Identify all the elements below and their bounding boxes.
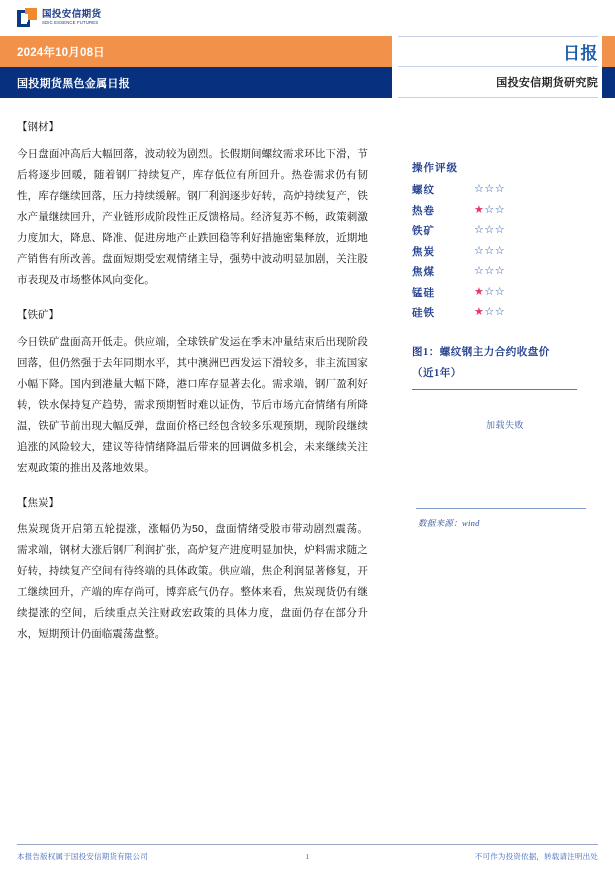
institute-label: 国投安信期货研究院: [496, 77, 598, 89]
footer-disclaimer: 不可作为投资依据，转载请注明出处: [474, 852, 598, 861]
star-empty-icon: ☆: [484, 224, 495, 236]
star-empty-icon: ☆: [494, 203, 506, 216]
section-paragraph: 今日盘面冲高后大幅回落，波动较为剧烈。长假期间螺纹需求环比下滑，节后将逐步回暖，随着钢厂持续复产，库存低位有所回升。热卷需求仍有韧性，库存继续回落，压力持续缓解。钢厂利润逐步好转，高炉持续复产，铁水产量继续回升，产业链形成阶段性正反馈格局。经济复苏不畅，政策刺激力度加大，降息、降准、促进房地产止跌回稳等利好措施密集释放，近期地产销售有所改善。盘面短期受宏观情绪主导，强势中波动明显加剧，关注股市表现及市场整体风向变化。: [17, 147, 368, 286]
header-right-panel: [398, 36, 598, 98]
rating-row: [412, 305, 598, 320]
report-title: 国投期货黑色金属日报: [17, 77, 130, 90]
sidebar-column: [382, 108, 615, 826]
figure-data-source: 数据来源：wind: [418, 518, 480, 528]
star-empty-icon: ☆: [474, 224, 485, 236]
section-heading: 【焦炭】: [17, 496, 59, 509]
report-date: 2024年10月08日: [17, 46, 105, 59]
doc-type-label: 日报: [563, 44, 598, 63]
star-empty-icon: ☆: [484, 265, 495, 277]
star-empty-icon: ☆: [494, 265, 506, 277]
star-empty-icon: ☆: [494, 224, 506, 236]
section-steel: [17, 120, 368, 291]
rating-product-name: 铁矿: [412, 226, 435, 237]
figure-source-divider: [416, 508, 586, 509]
star-empty-icon: ☆: [494, 244, 506, 257]
star-empty-icon: ☆: [474, 265, 485, 277]
rating-product-name: 热卷: [412, 205, 435, 217]
page-footer: [17, 844, 598, 862]
rating-row: [412, 223, 598, 238]
star-empty-icon: ☆: [474, 244, 485, 257]
section-paragraph: 焦炭现货开启第五轮提涨，涨幅仍为50，盘面情绪受股市带动剧烈震荡。需求端，钢材大涨后钢厂利润扩张，高炉复产进度明显加快，炉料需求随之好转，持续复产空间有待终端的具体政策。供应端，焦企利润显著修复，开工继续回升，产端的库存尚可，博弈底气仍存。整体来看，焦炭现货仍有继续提涨的空间，后续重点关注财政宏政策的具体力度，盘面仍存在部分升水，短期预计仍面临震荡盘整。: [17, 523, 368, 641]
logo-mark-icon: [17, 8, 37, 28]
header-title-band: [0, 67, 392, 98]
star-empty-icon: ☆: [484, 244, 495, 257]
rating-product-name: 焦煤: [412, 267, 435, 278]
section-coke: [17, 496, 368, 646]
rating-stars: [474, 205, 505, 216]
section-iron-ore: [17, 308, 368, 479]
rating-row: [412, 285, 598, 300]
star-empty-icon: ☆: [474, 183, 485, 195]
rating-stars: [474, 246, 505, 257]
rating-rows-container: [412, 182, 598, 320]
logo-company-name-en: SDIC ESSENCE FUTURES: [42, 20, 99, 26]
company-logo: [17, 8, 101, 28]
commentary-column: [0, 108, 382, 826]
section-heading: 【钢材】: [17, 121, 59, 133]
section-paragraph: 今日铁矿盘面高开低走。供应端，全球铁矿发运在季末冲量结束后出现阶段回落，但仍然强于去年同期水平，其中澳洲巴西发运下滑较多，非主流国家小幅下降。国内到港量大幅下降，港口库存显著去化。需求端，钢厂盈利好转，铁水保持复产趋势，需求预期暂时难以证伪，节后市场亢奋情绪有所降温，铁矿节前出现大幅反弹，盘面价格已经包含较多乐观预期，现阶段继续追涨的风险较大，建议等待情绪降温后带来的回调做多机会，未来继续关注宏观政策的推出及落地效果。: [17, 335, 368, 474]
rating-product-name: 螺纹: [412, 185, 435, 196]
star-filled-icon: ★: [474, 285, 485, 298]
figure-block: [396, 342, 598, 529]
star-filled-icon: ★: [474, 203, 485, 216]
star-filled-icon: ★: [474, 306, 485, 318]
figure-caption-line2: （近1年）: [412, 368, 462, 379]
figure-caption-line1: 图1：螺纹钢主力合约收盘价: [412, 347, 550, 358]
star-empty-icon: ☆: [484, 306, 495, 318]
rating-table-title: 操作评级: [412, 163, 458, 174]
star-empty-icon: ☆: [494, 285, 506, 298]
logo-company-name-cn: 国投安信期货: [42, 9, 102, 21]
rating-product-name: 锰硅: [412, 287, 435, 299]
rating-row: [412, 182, 598, 197]
footer-page-number: 1: [305, 852, 310, 861]
star-empty-icon: ☆: [494, 306, 506, 318]
rating-row: [412, 244, 598, 259]
operation-rating-table: [396, 160, 598, 320]
rating-stars: [474, 266, 505, 277]
star-empty-icon: ☆: [484, 285, 495, 298]
footer-copyright: 本报告版权属于国投安信期货有限公司: [17, 852, 148, 861]
doc-type-row: [398, 36, 598, 67]
star-empty-icon: ☆: [494, 183, 506, 195]
rating-row: [412, 264, 598, 279]
institute-row: [398, 67, 598, 98]
header-edge-navy: [602, 67, 615, 98]
rating-stars: [474, 307, 505, 318]
figure-image-placeholder: [412, 390, 598, 508]
section-heading: 【铁矿】: [17, 308, 59, 321]
rating-product-name: 硅铁: [412, 308, 435, 319]
report-header: [0, 36, 615, 98]
header-date-band: [0, 36, 392, 67]
star-empty-icon: ☆: [484, 183, 495, 195]
figure-load-failed-text: 加载失败: [485, 420, 524, 430]
rating-stars: [474, 287, 505, 298]
rating-stars: [474, 225, 505, 236]
header-edge-orange: [602, 36, 615, 67]
logo-bar: [0, 0, 615, 36]
rating-row: [412, 203, 598, 218]
rating-product-name: 焦炭: [412, 246, 435, 258]
rating-stars: [474, 184, 505, 195]
logo-text: [42, 10, 101, 25]
star-empty-icon: ☆: [484, 203, 495, 216]
report-body: [0, 108, 615, 826]
